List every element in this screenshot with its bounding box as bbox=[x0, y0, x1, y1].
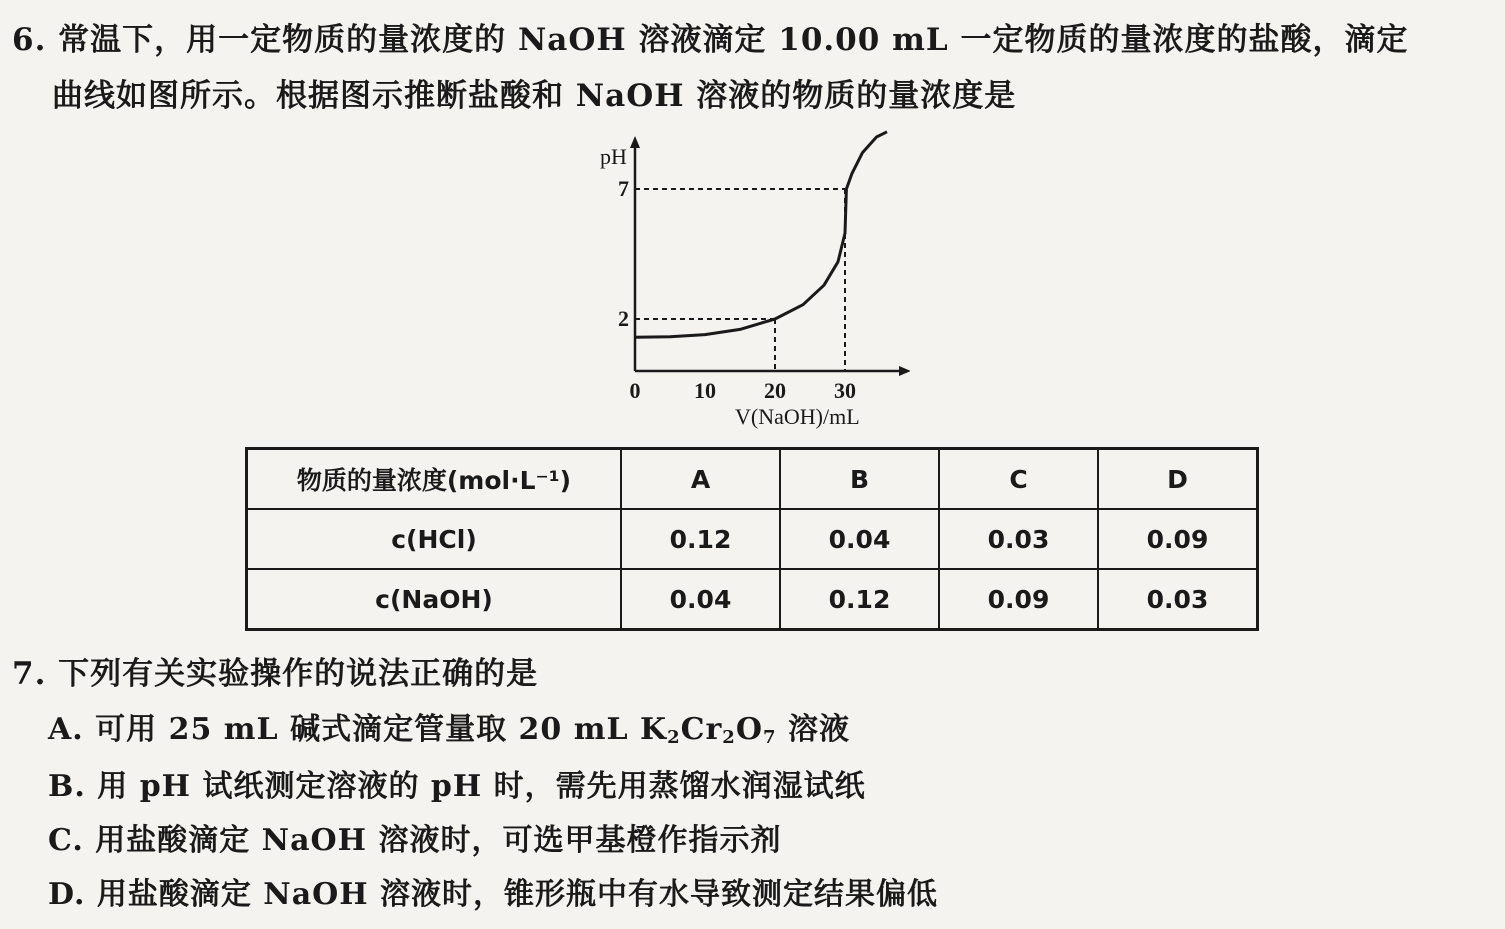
curve-line bbox=[635, 132, 887, 337]
x-axis-label: V(NaOH)/mL bbox=[735, 404, 860, 429]
x-tick-label: 30 bbox=[834, 378, 856, 403]
table-cell: 0.09 bbox=[939, 569, 1098, 630]
option-d: D. 用盐酸滴定 NaOH 溶液时，锥形瓶中有水导致测定结果偏低 bbox=[48, 877, 939, 912]
subscript: 7 bbox=[762, 727, 777, 748]
x-tick-label: 0 bbox=[629, 378, 641, 403]
answer-table bbox=[245, 447, 1259, 631]
subscript: 2 bbox=[667, 727, 681, 748]
table-header-cell: 物质的量浓度(mol·L⁻¹) bbox=[247, 449, 622, 510]
y-axis-label: pH bbox=[600, 144, 627, 169]
option-a-text: Cr bbox=[680, 712, 723, 747]
question-7-stem: 7. 下列有关实验操作的说法正确的是 bbox=[12, 656, 539, 692]
titration-curve bbox=[635, 132, 887, 337]
reference-lines bbox=[635, 189, 845, 371]
option-c: C. 用盐酸滴定 NaOH 溶液时，可选甲基橙作指示剂 bbox=[48, 823, 782, 858]
x-axis-arrow bbox=[899, 366, 910, 376]
table-header-cell: A bbox=[621, 449, 780, 510]
table-cell: 0.03 bbox=[939, 509, 1098, 569]
titration-curve-chart bbox=[590, 128, 910, 433]
option-a-text: 溶液 bbox=[776, 712, 850, 747]
table-header-row bbox=[247, 449, 1258, 510]
subscript: 2 bbox=[722, 727, 736, 748]
table-header-cell: B bbox=[780, 449, 939, 510]
option-a bbox=[48, 704, 850, 748]
option-a-text: A. 可用 25 mL 碱式滴定管量取 20 mL K bbox=[48, 712, 668, 747]
table-cell: 0.12 bbox=[621, 509, 780, 569]
option-b: B. 用 pH 试纸测定溶液的 pH 时，需先用蒸馏水润湿试纸 bbox=[48, 769, 866, 804]
row-label: c(HCl) bbox=[247, 509, 622, 569]
table-cell: 0.12 bbox=[780, 569, 939, 630]
question-6-line-1: 6. 常温下，用一定物质的量浓度的 NaOH 溶液滴定 10.00 mL 一定物质的量浓度的盐酸，滴定 bbox=[12, 22, 1409, 58]
y-axis-arrow bbox=[630, 136, 640, 148]
table-cell: 0.03 bbox=[1098, 569, 1258, 630]
chart-axes bbox=[630, 136, 910, 376]
table-header-cell: C bbox=[939, 449, 1098, 510]
table-cell: 0.04 bbox=[780, 509, 939, 569]
y-tick-label: 7 bbox=[618, 176, 629, 201]
x-tick-label: 20 bbox=[764, 378, 786, 403]
option-a-text: O bbox=[735, 712, 763, 747]
row-label: c(NaOH) bbox=[247, 569, 622, 630]
x-tick-label: 10 bbox=[694, 378, 716, 403]
question-6-line-2: 曲线如图所示。根据图示推断盐酸和 NaOH 溶液的物质的量浓度是 bbox=[52, 78, 1017, 114]
y-tick-label: 2 bbox=[618, 306, 629, 331]
table-cell: 0.09 bbox=[1098, 509, 1258, 569]
table-header-cell: D bbox=[1098, 449, 1258, 510]
table-cell: 0.04 bbox=[621, 569, 780, 630]
table-row bbox=[247, 509, 1258, 569]
table-row bbox=[247, 569, 1258, 630]
